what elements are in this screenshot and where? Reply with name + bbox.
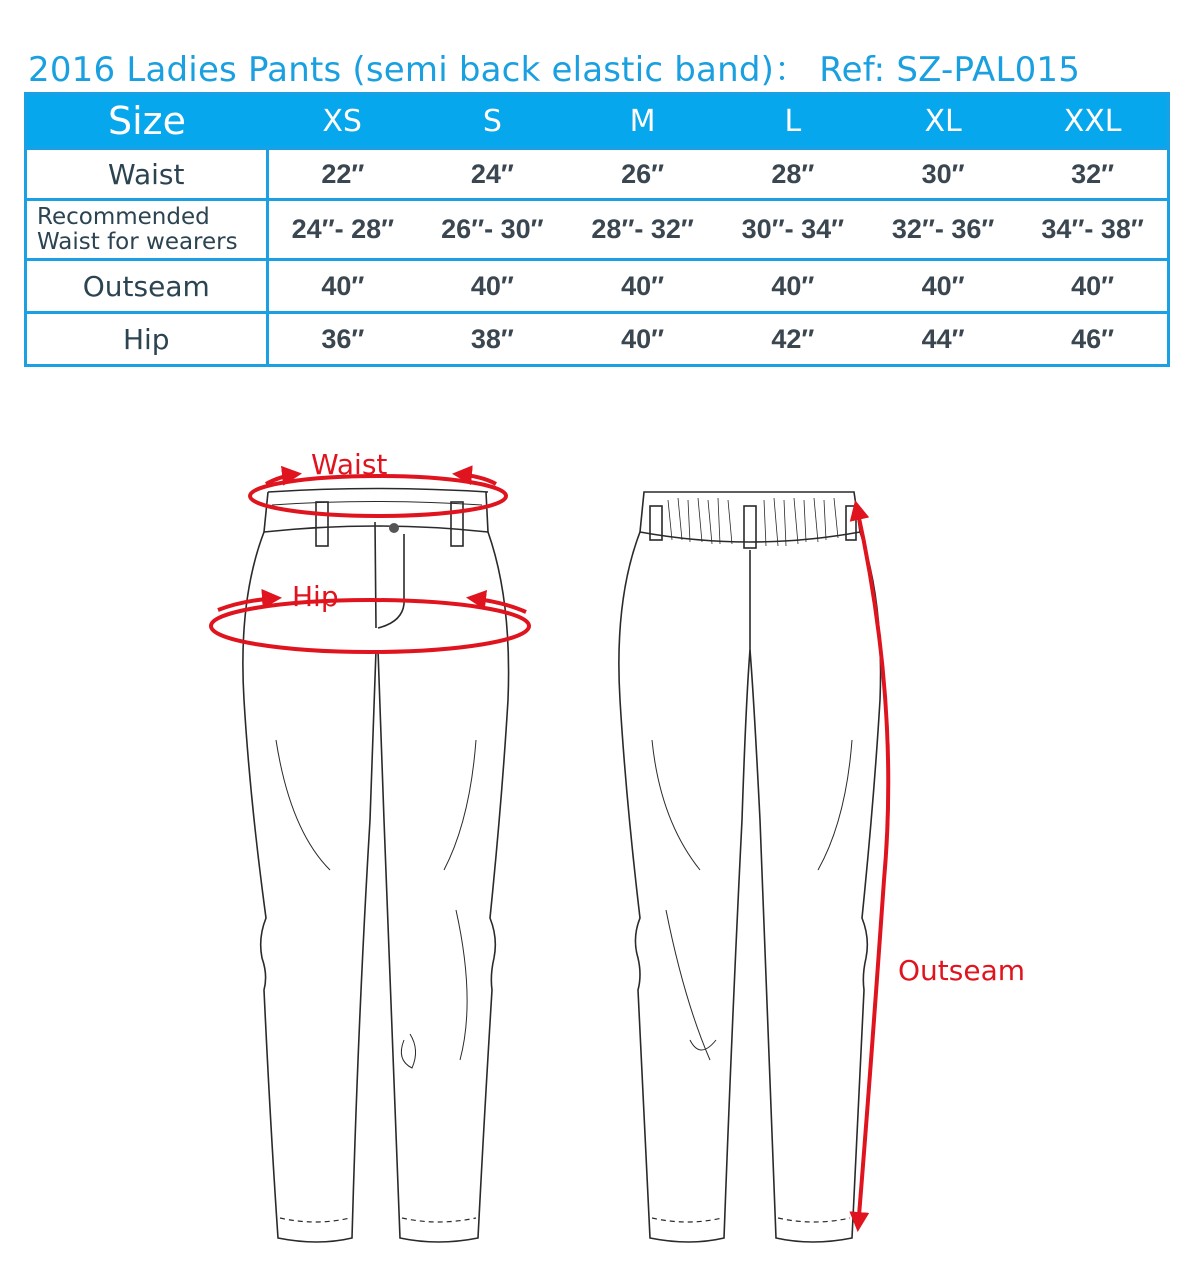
row-label-recommended-line1: Recommended <box>37 203 210 230</box>
cell-waist-xs: 22″ <box>267 149 417 200</box>
outseam-label: Outseam <box>898 954 1026 987</box>
hip-measure-mark <box>211 580 529 652</box>
waist-measure-mark <box>250 448 506 516</box>
cell-waist-l: 28″ <box>718 149 868 200</box>
row-label-outseam: Outseam <box>26 260 268 313</box>
cell-outseam-m: 40″ <box>568 260 718 313</box>
pants-measurement-diagram <box>0 400 1200 1277</box>
back-pants-drawing <box>619 492 881 1242</box>
row-label-waist: Waist <box>26 149 268 200</box>
cell-hip-s: 38″ <box>417 313 567 366</box>
cell-waist-xxl: 32″ <box>1018 149 1168 200</box>
header-l: L <box>718 94 868 149</box>
cell-hip-xl: 44″ <box>868 313 1018 366</box>
cell-recommended-s: 26″- 30″ <box>417 200 567 260</box>
cell-waist-s: 24″ <box>417 149 567 200</box>
table-header-row <box>26 94 1169 149</box>
cell-outseam-xs: 40″ <box>267 260 417 313</box>
page-title: 2016 Ladies Pants (semi back elastic band)： Ref: SZ-PAL015 <box>28 50 1081 90</box>
table-row-recommended-waist <box>26 200 1169 260</box>
table-row-waist <box>26 149 1169 200</box>
cell-outseam-xl: 40″ <box>868 260 1018 313</box>
size-chart-table <box>24 92 1170 367</box>
cell-waist-m: 26″ <box>568 149 718 200</box>
header-xl: XL <box>868 94 1018 149</box>
row-label-recommended-waist <box>26 200 268 260</box>
cell-hip-xs: 36″ <box>267 313 417 366</box>
cell-waist-xl: 30″ <box>868 149 1018 200</box>
cell-recommended-xl: 32″- 36″ <box>868 200 1018 260</box>
cell-hip-l: 42″ <box>718 313 868 366</box>
waist-label: Waist <box>311 448 388 481</box>
header-m: M <box>568 94 718 149</box>
table-row-hip <box>26 313 1169 366</box>
row-label-hip: Hip <box>26 313 268 366</box>
hip-label: Hip <box>292 580 339 613</box>
table-row-outseam <box>26 260 1169 313</box>
outseam-measure-mark <box>856 504 1025 1228</box>
cell-hip-xxl: 46″ <box>1018 313 1168 366</box>
cell-recommended-xxl: 34″- 38″ <box>1018 200 1168 260</box>
cell-outseam-l: 40″ <box>718 260 868 313</box>
cell-recommended-l: 30″- 34″ <box>718 200 868 260</box>
header-xs: XS <box>267 94 417 149</box>
row-label-recommended-line2: Waist for wearers <box>37 228 238 255</box>
header-xxl: XXL <box>1018 94 1168 149</box>
cell-outseam-xxl: 40″ <box>1018 260 1168 313</box>
cell-outseam-s: 40″ <box>417 260 567 313</box>
header-s: S <box>417 94 567 149</box>
cell-recommended-xs: 24″- 28″ <box>267 200 417 260</box>
cell-recommended-m: 28″- 32″ <box>568 200 718 260</box>
header-size: Size <box>26 94 268 149</box>
cell-hip-m: 40″ <box>568 313 718 366</box>
